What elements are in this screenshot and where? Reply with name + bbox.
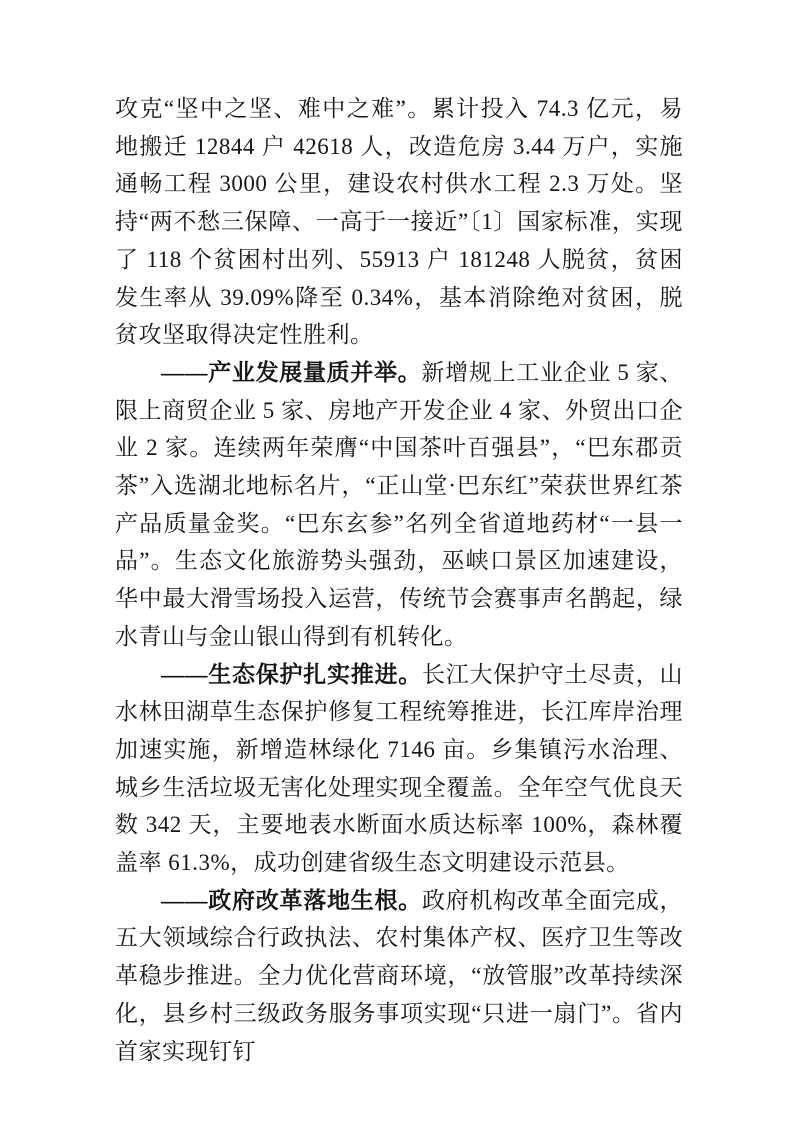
text-content (115, 90, 683, 1070)
paragraph-text: 政府机构改革全面完成，五大领域综合行政执法、农村集体产权、医疗卫生等改革稳步推进。全力优化营商环境，“放管服”改革持续深化，县乡村三级政务服务事项实现“只进一扇门”。省内首家实现钉钉 (115, 887, 683, 1064)
paragraph-lead: ——政府改革落地生根。 (161, 887, 422, 913)
paragraph-lead: ——产业发展量质并举。 (161, 359, 422, 385)
paragraph-text: 长江大保护守土尽责，山水林田湖草生态保护修复工程统筹推进，长江库岸治理加速实施，新增造林绿化 7146 亩。乡集镇污水治理、城乡生活垃圾无害化处理实现全覆盖。全年空气优良天数 342 天，主要地表水断面水质达标率 100%，森林覆盖率 61.3%，成功创建省级生态文明建设示范县。 (115, 661, 683, 876)
paragraph-lead: ——生态保护扎实推进。 (161, 661, 422, 687)
paragraph-text: 新增规上工业企业 5 家、限上商贸企业 5 家、房地产开发企业 4 家、外贸出口企业 2 家。连续两年荣膺“中国茶叶百强县”，“巴东郡贡茶”入选湖北地标名片，“正山堂·巴东红”荣获世界红茶产品质量金奖。“巴东玄参”名列全省道地药材“一县一品”。生态文化旅游势头强劲，巫峡口景区加速建设，华中最大滑雪场投入运营，传统节会赛事声名鹊起，绿水青山与金山银山得到有机转化。 (115, 359, 684, 649)
paragraph (115, 354, 683, 656)
paragraph (115, 882, 683, 1071)
paragraph (115, 90, 683, 354)
paragraph (115, 656, 683, 882)
paragraph-text: 攻克“坚中之坚、难中之难”。累计投入 74.3 亿元，易地搬迁 12844 户 42618 人，改造危房 3.44 万户，实施通畅工程 3000 公里，建设农村供水工程 2.3 万处。坚持“两不愁三保障、一高于一接近”〔1〕国家标准，实现了 118 个贫困村出列、55913 户 181248 人脱贫，贫困发生率从 39.09%降至 0.34%，基本消除绝对贫困，脱贫攻坚取得决定性胜利。 (115, 96, 683, 348)
